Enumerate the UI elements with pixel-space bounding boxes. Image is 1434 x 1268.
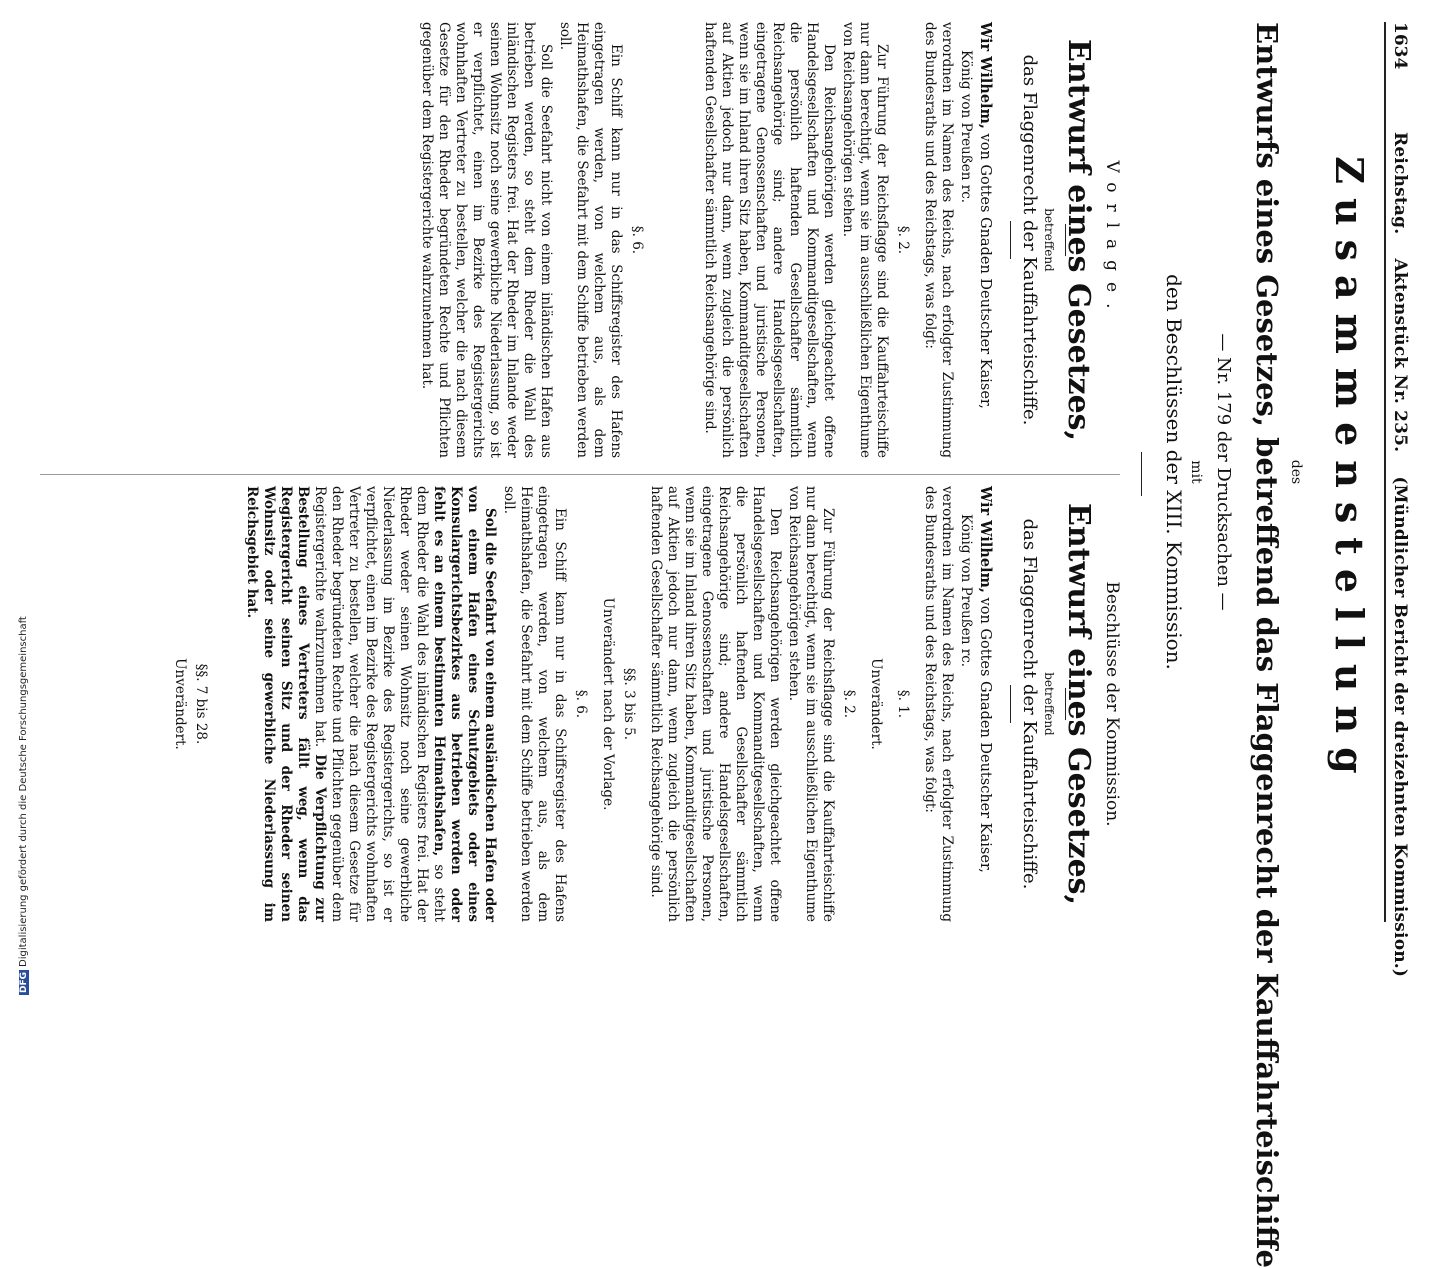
page-number: 1634	[1390, 22, 1410, 70]
report-note: (Mündlicher Bericht der dreizehnten Kommission.)	[1390, 476, 1410, 978]
unchanged-note: Unverändert nach der Vorlage.	[600, 597, 616, 811]
dfg-logo: DFG	[19, 971, 29, 993]
section-label: §§. 3 bis 5.	[621, 667, 637, 741]
bill-subject: das Flaggenrecht der Kauffahrteischiffe.	[1019, 54, 1040, 426]
page-header	[1388, 22, 1410, 978]
section-paragraph: Zur Führung der Reichsflagge sind die Kauffahrteischiffe nur dann berechtigt, wenn sie im ausschließlichen Eigenthume von Reichsangehörigen stehen.	[786, 486, 836, 922]
king-line: König von Preußen rc.	[958, 514, 974, 668]
king-line: König von Preußen rc.	[958, 50, 974, 204]
commission-resolutions-title: den Beschlüssen der XIII. Kommission.	[1162, 274, 1186, 670]
digitization-credit	[18, 616, 29, 995]
emperor-title: von Gottes Gnaden Deutscher Kaiser,	[977, 592, 993, 873]
header-rule	[1384, 22, 1386, 922]
bill-title: Entwurf eines Gesetzes,	[1061, 38, 1096, 442]
section-label: §. 6.	[573, 689, 589, 719]
section-paragraph-amended	[243, 486, 498, 922]
betreffend-label: betreffend	[1042, 672, 1056, 736]
document-subtitle: Entwurfs eines Gesetzes, betreffend das Flaggenrecht der Kauffahrteischiffe	[1250, 22, 1284, 1268]
unchanged-note: Unverändert.	[868, 658, 884, 750]
rule	[1010, 685, 1011, 723]
section-paragraph: Zur Führung der Reichsflagge sind die Kauffahrteischiffe nur dann berechtigt, wenn sie im ausschließlichen Eigenthume von Reichsangehörigen stehen.	[840, 22, 890, 458]
section-paragraph: Soll die Seefahrt nicht von einem inländischen Hafen aus betrieben werden, so steht dem Rheder die Wahl des inländischen Registers frei. Hat der Rheder im Inlande weder seinen Wohnsitz noch seine gewerbliche Niederlassung, so ist er verpflichtet, einen im Bezirke des Registergerichts wohnhaften Vertreter zu bestellen, welcher die nach diesem Gesetze für den Rheder begründeten Rechte und Pflichten gegenüber dem Registergerichte wahrzunehmen hat.	[419, 22, 554, 458]
betreffend-label: betreffend	[1042, 208, 1056, 272]
title-mit: mit	[1188, 460, 1204, 484]
section-label: §. 2.	[895, 225, 911, 255]
title-des: des	[1288, 459, 1304, 485]
paragraph-text: so steht dem Rheder die Wahl des inländischen Registers frei. Hat der Rheder weder seinen Wohnsitz noch seine gewerbliche Niederlassung im Bezirke des Registergerichts, so ist er verpflichtet, einen im Bezirke des Registergerichts wohnhaften Vertreter zu bestellen, welcher die nach diesem Gesetze für den Rheder begründeten Rechte und Pflichten gegenüber dem Registergerichte wahrzunehmen hat.	[312, 486, 447, 922]
decree-text: verordnen im Namen des Reichs, nach erfolgter Zustimmung des Bundesraths und des Reichstags, was folgt:	[922, 22, 955, 458]
unchanged-note: Unverändert.	[172, 658, 188, 750]
emperor-line	[976, 486, 994, 922]
column-heading: Beschlüsse der Kommission.	[1102, 581, 1122, 827]
main-title: Zusammenstellung	[1327, 156, 1372, 788]
emperor-name: Wir Wilhelm,	[977, 486, 994, 593]
title-rule	[1141, 452, 1142, 496]
column-divider	[40, 474, 1120, 475]
emperor-line	[976, 22, 994, 458]
credit-text: Digitalisierung gefördert durch die Deutsche Forschungsgemeinschaft	[18, 616, 29, 967]
emperor-title: von Gottes Gnaden Deutscher Kaiser,	[977, 128, 993, 409]
bill-title: Entwurf eines Gesetzes,	[1061, 502, 1096, 906]
section-paragraph: Ein Schiff kann nur in das Schiffsregister des Hafens eingetragen werden, von welchem aus, als dem Heimathshafen, die Seefahrt mit dem Schiffe betrieben werden soll.	[501, 486, 568, 922]
header-line	[1390, 132, 1410, 995]
bill-subject: das Flaggenrecht der Kauffahrteischiffe.	[1019, 518, 1040, 890]
drucksache-reference: — Nr. 179 der Drucksachen —	[1213, 333, 1234, 611]
decree-text: verordnen im Namen des Reichs, nach erfolgter Zustimmung des Bundesraths und des Reichstags, was folgt:	[922, 486, 955, 922]
section-paragraph: Den Reichsangehörigen werden gleichgeachtet offene Handelsgesellschaften und Kommanditgesellschaften, wenn die persönlich haftenden Gesellschafter sämmtlich Reichsangehörige sind; andere Handelsgesellschaften, eingetragene Genossenschaften und juristische Personen, wenn sie im Inland ihren Sitz haben, Kommanditgesellschaften auf Aktien jedoch nur dann, wenn zugleich die persönlich haftenden Gesellschafter sämmtlich Reichsangehörige sind.	[648, 486, 783, 922]
publication-name: Reichstag.	[1390, 132, 1410, 235]
left-column-vorlage	[416, 22, 1120, 458]
amended-text: Soll die Seefahrt von einem ausländischen Hafen oder von einem Hafen eines Schutzgebiets oder eines Konsulargerichtsbezirkes aus betrieben werden oder fehlt es an einem bestimmten Heimathshafen,	[431, 486, 498, 922]
rule	[1010, 221, 1011, 259]
section-paragraph: Den Reichsangehörigen werden gleichgeachtet offene Handelsgesellschaften und Kommanditgesellschaften, wenn die persönlich haftenden Gesellschafter sämmtlich Reichsangehörige sind; andere Handelsgesellschaften, eingetragene Genossenschaften und juristische Personen, wenn sie im Inland ihren Sitz haben, Kommanditgesellschaften auf Aktien jedoch nur dann, wenn zugleich die persönlich haftenden Gesellschafter sämmtlich Reichsangehörige sind.	[702, 22, 837, 458]
emperor-name: Wir Wilhelm,	[977, 22, 994, 129]
section-label: §. 1.	[895, 689, 911, 719]
section-label: §§. 7 bis 28.	[193, 663, 209, 745]
amended-text: Die Verpflichtung zur Bestellung eines Vertreters fällt weg, wenn das Registergericht seinen Sitz und der Rheder seinen Wohnsitz oder seine gewerbliche Niederlassung im Reichsgebiet hat.	[244, 486, 328, 922]
section-label: §. 6.	[629, 225, 645, 255]
section-label: §. 2.	[841, 689, 857, 719]
section-paragraph: Ein Schiff kann nur in das Schiffsregister des Hafens eingetragen werden, von welchem aus, als dem Heimathshafen, die Seefahrt mit dem Schiffe betrieben werden soll.	[557, 22, 624, 458]
document-number: Aktenstück Nr. 235.	[1390, 258, 1410, 453]
column-heading: Vorlage.	[1102, 160, 1122, 320]
right-column-beschluesse	[171, 486, 1120, 922]
